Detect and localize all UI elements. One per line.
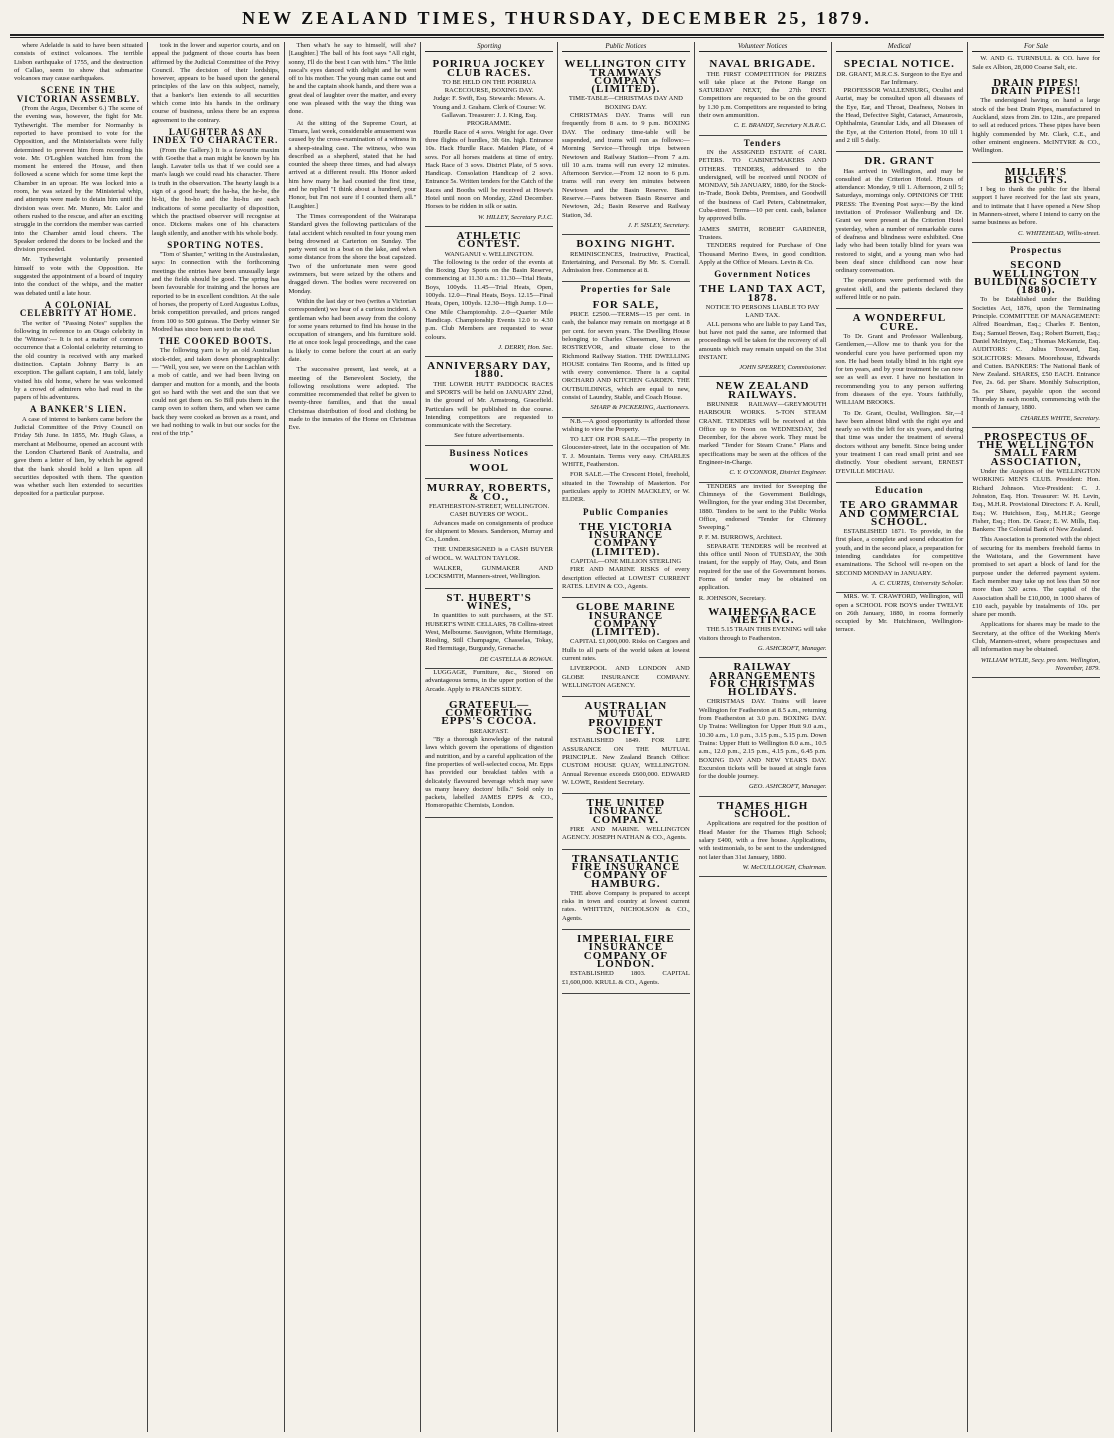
body-paragraph: SEPARATE TENDERS will be received at this office until Noon of TUESDAY, the 30th instant, for the supply of Hay, Oats, and Bran required for the use of the Government horses. Forms of tender may be obtained on application. xyxy=(698,542,827,592)
article-headline: SPORTING NOTES. xyxy=(167,239,264,250)
body-paragraph: N.B.—A good opportunity is afforded those wishing to view the Property. xyxy=(562,417,690,433)
column-5 xyxy=(557,42,694,1432)
body-paragraph: LUGGAGE, Furniture, &c., Stored on advantageous terms, in the upper portion of the Arcade. Apply to FRANCIS SIDEY. xyxy=(425,669,553,693)
ad-heading: FOR SALE, xyxy=(592,298,660,311)
centered-line: TO BE HELD ON THE PORIRUA RACECOURSE, BOXING DAY. xyxy=(442,78,537,95)
body-paragraph: To Dr. Grant, Oculist, Wellington. Sir,—I have been almost blind with the right eye and nearly so with the left for six years, and during that time was under the treatment of several doctors without any benefit. Since being under your treatment I can read small print and see distinctly. Your obedient servant, ERNEST D'EVILLE MICHAU. xyxy=(835,409,964,475)
ad-heading: DRAIN PIPES! DRAIN PIPES!! xyxy=(990,76,1082,98)
advertisement xyxy=(972,256,1100,428)
body-paragraph: Applications are required for the position of Head Master for the Thames High School; salary £400, with a free house. Applications, with testimonials, to be sent to the undersigned not later than 31st January, 1880. xyxy=(698,820,827,861)
ad-heading: PORIRUA JOCKEY CLUB RACES. xyxy=(432,58,546,79)
ad-heading: ATHLETIC CONTEST. xyxy=(456,229,522,251)
signature-line: WILLIAM WYLIE, Secy. pro tem. Wellington, November, 1879. xyxy=(980,656,1100,672)
advertisement xyxy=(562,794,690,849)
column-1 xyxy=(10,42,147,1432)
ad-heading: WELLINGTON CITY TRAMWAYS COMPANY (LIMITED). xyxy=(564,58,688,96)
article-headline: LAUGHTER AS AN INDEX TO CHARACTER. xyxy=(152,126,279,146)
signature-line: G. ASHCROFT, Manager. xyxy=(757,645,827,652)
centered-line: See future advertisements. xyxy=(454,432,524,440)
ad-heading: TE ARO GRAMMAR AND COMMERCIAL SCHOOL. xyxy=(839,499,960,528)
section-heading: Public Notices xyxy=(562,42,690,52)
section-heading: Sporting xyxy=(425,42,553,52)
column-6 xyxy=(694,42,831,1432)
body-paragraph: A case of interest to bankers came before the Judicial Committee of the Privy Council on Friday 5th June. In 1855, Mr. Hugh Glass, a merchant at Melbourne, opened an account with the London Chartered Bank of Australia, and gave them a letter of lien, by which he agreed that the bank should hold a lien upon all securities deposited with them. The question was whether such lien extended to securities deposited for a particular purpose. xyxy=(14,415,143,498)
masthead: NEW ZEALAND TIMES, THURSDAY, DECEMBER 25, 1879. xyxy=(242,8,872,28)
article-headline: Government Notices xyxy=(714,269,811,280)
article-headline: Tenders xyxy=(743,137,782,148)
body-paragraph: (From the Gallery.) It is a favourite maxim with Goethe that a man might be known by his laugh. Lavater tells us that if we could see a man's laugh we could read his character. There is truth in the observation. The hearty laugh is a sign of a good heart; the ha-ha, the he-he, the hi-hi, the ho-ho and the hu-hu are each indications of some peculiarity of disposition, which the practised observer will recognise at once. Dickens makes one of his characters laugh silently, and another with his whole body. xyxy=(151,146,280,237)
advertisement xyxy=(562,598,690,697)
advertisement xyxy=(836,55,964,152)
centered-line: NOTICE TO PERSONS LIABLE TO PAY LAND TAX. xyxy=(705,304,820,320)
section-heading: Medical xyxy=(836,42,964,52)
body-paragraph: Hurdle Race of 4 sovs. Weight for age. Over three flights of hurdles, 3ft 6in. high. Entrance 10s. Hack Hurdle Race. Maiden Plate, of 4 sovs. For all horses maidens at time of entry. Hack Race of 3 sovs. District Plate, of 5 sovs. Handicap. Consolation Handicap of 2 sovs. Entrance 5s. Written tenders for the Catch of the Races and Booths will be received at Howe's Hotel until noon on Monday, 22nd December. Horses to be ridden in silk or satin. xyxy=(425,128,553,211)
advertisement xyxy=(699,55,827,135)
ad-heading: WOOL xyxy=(469,462,509,475)
signature-line: C. WHITEHEAD, Willis-street. xyxy=(1018,229,1100,237)
body-paragraph: PRICE £2500.—TERMS—15 per cent. in cash, the balance may remain on mortgage at 8 per cent. for seven years. The Dwelling House belonging to Charles Cheeseman, known as ROSTREVOR, and situate close to the Richmond Railway Station. THE DWELLING HOUSE contains Ten Rooms, and is fitted up with every convenience. There is a capital ORCHARD AND KITCHEN GARDEN. THE OUTBUILDINGS, which are equal to new, consist of Laundry, Stable, and Coach House. xyxy=(562,311,690,401)
column-3 xyxy=(284,42,421,1432)
masthead-rule xyxy=(10,34,1104,36)
ad-heading: GRATEFUL—COMFORTING EPPS'S COCOA. xyxy=(441,698,537,728)
signature-line: J. DERRY, Hon. Sec. xyxy=(498,343,553,351)
article-headline: A BANKER'S LIEN. xyxy=(29,404,127,415)
column-2 xyxy=(147,42,284,1432)
signature-line: CHARLES WHITE, Secretary. xyxy=(1020,414,1100,422)
ad-heading: THE UNITED INSURANCE COMPANY. xyxy=(586,797,666,826)
signature-line: W. McCULLOUGH, Chairman. xyxy=(742,863,827,871)
column-7 xyxy=(831,42,968,1432)
ad-heading: AUSTRALIAN MUTUAL PROVIDENT SOCIETY. xyxy=(584,700,668,738)
signature-line: P. F. M. BURROWS, Architect. xyxy=(698,534,783,542)
signature-line: R. JOHNSON, Secretary. xyxy=(698,594,766,602)
article-headline: Business Notices xyxy=(449,447,529,458)
advertisement xyxy=(562,296,690,418)
body-paragraph: LIVERPOOL AND LONDON AND GLOBE INSURANCE COMPANY. WELLINGTON AGENCY. xyxy=(562,665,690,689)
body-paragraph: Then what's he say to himself, will she? [Laughter.] The ball of his foot says "All right, sonny, I'll do the best I can with him." The little rascal's eyes danced with delight and he went off to his mother. The young man came out and he and the captain shook hands, and there was a great deal of laughter over the matter, and every one was pleased with the way the thing was done. xyxy=(288,42,417,116)
body-paragraph: TO LET OR FOR SALE.—The property in Gloucester-street, late in the occupation of Mr. T. J. Mountain. Terms very easy. CHARLES WHITE, Featherston. xyxy=(562,436,690,469)
body-paragraph: The undersigned having on hand a large stock of the best Drain Pipes, manufactured in Auckland, sizes from 2in. to 12in., are prepared to sell at reduced prices. These pipes have been highly commended by Mr. Clark, C.E., and other eminent engineers. McINTYRE & CO., Wellington. xyxy=(972,97,1100,155)
ad-heading: A WONDERFUL CURE. xyxy=(852,312,947,333)
body-paragraph: The writer of "Passing Notes" supplies the following in reference to an Otago celebrity in the 'Witness':— It is not a matter of common occurrence that a Colonial celebrity returning to the old country is received with any marked distinction. Captain Johnny Barry is an exception. The gallant captain, I am told, lately visited his old home, where he was welcomed by a crowd of admirers who had read in the papers of his adventures. xyxy=(14,319,143,402)
ad-heading: WAIHENGA RACE MEETING. xyxy=(708,605,817,627)
advertisement xyxy=(972,163,1100,243)
body-paragraph: THE 5.15 TRAIN THIS EVENING will take visitors through to Featherston. xyxy=(698,626,827,642)
signature-line: W. HILLEY, Secretary P.J.C. xyxy=(478,213,553,221)
body-paragraph: where Adelaide is said to have been situated consists of extinct volcanoes. The terrible Lisbon earthquake of 1755, and the destruction of Callao, seem to show that submarine volcanoes may cause earthquakes. xyxy=(14,42,143,83)
advertisement xyxy=(699,797,827,877)
body-paragraph: (From the Argus, December 6.) The scene of the evening was, however, the fight for Mr. Tythewright. The member for Normanby is reported to have promised to vote for the Opposition, and the Ministerialists were fully determined to prevent him from recording his vote. Mr. O'Loghlen watched him from the moment he entered the House, and then followed a scene which for some time kept the Chamber in an uproar. He was locked into a room, he was seized by the Ministerial whip, and attempts were made to detain him until the division was over. Mr. Munro, Mr. Lalor and others rushed to the rescue, and after an exciting struggle in the corridors the member was carried into the Chamber amid loud cheers. The Speaker ordered the doors to be locked and the division proceeded. xyxy=(14,105,143,254)
advertisement xyxy=(425,55,553,227)
section-heading: For Sale xyxy=(972,42,1100,52)
advertisement xyxy=(562,697,690,794)
advertisement xyxy=(972,428,1100,678)
body-paragraph: To be Established under the Building Societies Act, 1876, upon the Terminating Principle. COMMITTEE OF MANAGEMENT: Alfred Boardman, Esq.; Charles F. Benton, Esq.; Samuel Brown, Esq.; Robert Burrett, Esq.; Daniel McIntyre, Esq.; Thomas McKenzie, Esq. AUDITORS: C. Julius Toxward, Esq. SOLICITORS: Messrs. Moorehouse, Edwards and Cutten. BANKERS: The National Bank of New Zealand. SHARES, £50 EACH. Entrance Fee, 2s. 6d. per Share. Monthly Subscription, 5s. per Share, payable upon the second Thursday in each month, commencing with the month of January, 1880. xyxy=(972,296,1100,412)
advertisement xyxy=(562,518,690,598)
body-paragraph: PROFESSOR WALLENBURG, Oculist and Aurist, may be consulted upon all diseases of the Eye, Ear, and Throat, Deafness, Noises in the Head, Defective Sight, Cataract, Amaurosis, Ophthalmia, Granular Lids, and all Diseases of the Eye, at the Criterion Hotel, from 10 till 1 and 2 till 5 daily. xyxy=(835,87,964,144)
advertisement xyxy=(425,589,553,669)
ad-heading: THE LAND TAX ACT, 1878. xyxy=(699,283,826,304)
centered-line: TIME-TABLE—CHRISTMAS DAY AND BOXING DAY. xyxy=(568,95,683,111)
masthead-rule-thin xyxy=(10,37,1104,38)
advertisement xyxy=(972,74,1100,163)
body-paragraph: To Dr. Grant and Professor Wallenburg. Gentlemen,—Allow me to thank you for the wonderful cure you have performed upon my son. He had been totally blind in his right eye for ten years, and by your treatment he can now see as well as ever. I have no hesitation in recommending you to any person suffering from diseases of the eye. Yours faithfully, WILLIAM BROOKS. xyxy=(835,332,964,407)
signature-line: JAMES SMITH, ROBERT GARDNER, Trustees. xyxy=(698,225,827,241)
body-paragraph: MRS. W. T. CRAWFORD, Wellington, will open a SCHOOL FOR BOYS under TWELVE on 26th January, 1880, in rooms formerly occupied by Mr. Hutchinson, Wellington-terrace. xyxy=(835,593,964,634)
body-paragraph: Within the last day or two (writes a Victorian correspondent) we hear of a curious incident. A gentleman who had been away from the colony for some years returned to find his house in the occupation of strangers, and his furniture sold. He at once took legal proceedings, and the case is likely to come before the court at an early date. xyxy=(288,297,417,363)
advertisement xyxy=(836,309,964,483)
ad-heading: RAILWAY ARRANGEMENTS FOR CHRISTMAS HOLIDAYS. xyxy=(709,661,816,699)
ad-heading: THE VICTORIA INSURANCE COMPANY (LIMITED). xyxy=(578,520,673,558)
ad-heading: ANNIVERSARY DAY, 1880. xyxy=(427,360,552,381)
centered-line: FEATHERSTON-STREET, WELLINGTON. CASH BUYERS OF WOOL. xyxy=(429,502,550,519)
signature-line: GEO. ASHCROFT, Manager. xyxy=(748,783,827,791)
body-paragraph: THE above Company is prepared to accept risks in town and country at lowest current rates. WHITTEN, NICHOLSON & CO., Agents. xyxy=(562,889,690,922)
body-paragraph: ESTABLISHED 1849. FOR LIFE ASSURANCE ON THE MUTUAL PRINCIPLE. New Zealand Branch Office: CUSTOM HOUSE QUAY, WELLINGTON. Annual Revenue exceeds £600,000. EDWARD W. LOWE, Resident Secretary. xyxy=(562,737,690,786)
ad-heading: PROSPECTUS OF THE WELLINGTON SMALL FARM ASSOCIATION, xyxy=(977,430,1095,468)
column-4 xyxy=(420,42,557,1432)
ad-heading: SECOND WELLINGTON BUILDING SOCIETY (1880). xyxy=(974,259,1099,297)
ad-heading: IMPERIAL FIRE INSURANCE COMPANY OF LONDON. xyxy=(577,933,675,970)
article-headline: Properties for Sale xyxy=(580,284,672,295)
body-paragraph: This Association is promoted with the object of securing for its members freehold farms in the Waitotara, and the Government have promised to set apart a block of land for the purpose under the deferred payment system. Each member may take up not less than 50 nor more than 320 acres. The capital of the Association shall be £10,000, in 1000 shares of £10 each, payable by instalments of 10s. per share per month. xyxy=(972,536,1100,619)
body-paragraph: Mr. Tythewright voluntarily presented himself to vote with the Opposition. He suggested the appointment of a board of inquiry into the conduct of the whips, and the matter was debated until a late hour. xyxy=(14,256,143,297)
signature-line: JOHN SPERREY, Commissioner. xyxy=(739,364,827,372)
advertisement xyxy=(699,603,827,658)
body-paragraph: THE LOWER HUTT PADDOCK RACES and SPORTS will be held on JANUARY 22nd, in the ground of Mr. Armstrong, Gracefield. Particulars will be published in due course. Intending competitors are requested to communicate with the Secretary. xyxy=(425,380,553,430)
signature-line: SHARP & PICKERING, Auctioneers. xyxy=(590,404,690,412)
advertisement xyxy=(699,280,827,377)
body-paragraph: FIRE AND MARINE. WELLINGTON AGENCY. JOSEPH NATHAN & CO., Agents. xyxy=(562,826,690,842)
section-heading: Volunteer Notices xyxy=(699,42,827,52)
advertisement xyxy=(562,55,690,235)
body-paragraph: Applications for shares may be made to the Secretary, at the office of the Working Men's Club, Manners-street, where prospectuses and all information may be obtained. xyxy=(972,621,1100,654)
body-paragraph: THE UNDERSIGNED is a CASH BUYER of WOOL. W. WALTON TAYLOR. xyxy=(425,546,553,562)
body-paragraph: ALL persons who are liable to pay Land Tax, but have not paid the same, are informed that proceedings will be taken for the recovery of all amounts which may remain unpaid on the 31st INSTANT. xyxy=(698,320,827,361)
body-paragraph: IN the ASSIGNED ESTATE of CARL PETERS. TO CABINETMAKERS AND OTHERS. TENDERS, addressed to the undersigned, will be received until NOON of MONDAY, 5th JANUARY, 1880, for the Stock-in-Trade, Book Debts, Premises, and Goodwill of the business of Carl Peters, Cabinetmaker, Cuba-street. Terms—10 per cent. cash, balance by approved bills. xyxy=(698,148,827,223)
centered-line: PROGRAMME. xyxy=(467,120,512,128)
advertisement xyxy=(699,377,827,482)
body-paragraph: CHRISTMAS DAY. Trains will leave Wellington for Featherston at 8.5 a.m., returning from Featherston at 3.0 p.m. BOXING DAY. Up Trains: Wellington for Upper Hutt 9.0 a.m., 10.30 a.m., 1.0 p.m., 3.15 p.m., 5.15 p.m. Down Trains: Upper Hutt to Wellington 8.0 a.m., 10.5 a.m., 12.0 p.m., 2.15 p.m., 4.15 p.m., 6.45 p.m. BOXING DAY AND NEW YEAR'S DAY. Excursion tickets will be issued at single fares for the double journey. xyxy=(698,698,827,781)
advertisement xyxy=(836,496,964,593)
body-paragraph: FIRE AND MARINE RISKS of every description effected at LOWEST CURRENT RATES. LEVIN & CO., Agents. xyxy=(562,566,690,590)
centered-line: WANGANUI v. WELLINGTON. xyxy=(444,250,534,258)
body-paragraph: The successive present, last week, at a meeting of the Benevolent Society, the following resolutions were adopted. The committee recommended that relief be given to twenty-three families, and that the usual Christmas distribution of food and clothing be made to the inmates of the Home on Christmas Eve. xyxy=(288,366,417,432)
ad-heading: DR. GRANT xyxy=(864,155,935,168)
body-paragraph: "By a thorough knowledge of the natural laws which govern the operations of digestion and nutrition, and by a careful application of the fine properties of well-selected cocoa, Mr. Epps has provided our breakfast tables with a delicately flavoured beverage which may save us many heavy doctors' bills." Sold only in packets, labelled JAMES EPPS & CO., Homœopathic Chemists, London. xyxy=(425,736,553,810)
advertisement xyxy=(562,930,690,994)
article-headline: Prospectus xyxy=(1010,244,1063,255)
article-headline: A COLONIAL CELEBRITY AT HOME. xyxy=(19,299,137,319)
body-paragraph: The Times correspondent of the Wairarapa Standard gives the following particulars of the fatal accident which resulted in four young men being drowned at Carterton on Sunday. The party went out in a boat on the lake, and when some distance from the shore the boat capsized. Two of the unfortunate men were good swimmers, but were seized by the others and dragged down. The bodies were recovered on Monday. xyxy=(288,212,417,295)
body-paragraph: The operations were performed with the greatest skill, and the patients declared they suffered little or no pain. xyxy=(835,277,964,302)
body-paragraph: REMINISCENCES, Instructive, Practical, Entertaining, and Personal. By Mr. S. Corrall. Admission free. Commence at 8. xyxy=(562,250,690,275)
body-paragraph: In quantities to suit purchasers, at the ST. HUBERT'S WINE CELLARS, 78 Collins-street West, Melbourne. Sauvignon, White Hermitage, Riesling, Still Champagne, Chasselas, Tokay, Red Hermitage, Burgundy, Grenache. xyxy=(425,612,553,653)
ad-heading: MILLER'S BISCUITS. xyxy=(1004,165,1068,186)
body-paragraph: CAPITAL £1,000,000. Risks on Cargoes and Hulls to all parts of the world taken at lowest current rates. xyxy=(562,638,690,662)
body-paragraph: TENDERS required for Purchase of One Thousand Merino Ewes, in good condition. Apply at the Office of Messrs. Levin & Co. xyxy=(698,242,827,266)
body-paragraph: "Tom o' Shanter," writing in the Australasian, says: In connection with the forthcoming meetings the entries have been unusually large and the fields should be good. The spring has been favourable for training and the horses are reported to be in excellent condition. At the sale of horses, the property of Lord Augustus Loftus, brisk competition prevailed, and prices ranged from 100 to 500 guineas. The Derby winner Sir Modred has since been sent to the stud. xyxy=(151,251,280,333)
body-paragraph: CHRISTMAS DAY. Trams will run frequently from 8 a.m. to 9 p.m. BOXING DAY. The ordinary time-table will be suspended, and trams will run as follows:— Morning Service—Through trips between Newtown and Railway Station—From 7 a.m. till 10 a.m. trams will run every 12 minutes. Afternoon Service.—From 12 noon to 6 p.m. trams will run every ten minutes between Newtown and the Basin Reserve. Basin Reserve.—Fares between Basin Reserve and Newtown, 2d.; Basin Reserve and Railway Station, 3d. xyxy=(562,112,690,219)
body-paragraph: Advances made on consignments of produce for shipment to Messrs. Sanderson, Murray and Co., London. xyxy=(425,519,553,544)
signature-line: DE CASTELLA & ROWAN. xyxy=(479,655,553,663)
article-headline: Public Companies xyxy=(582,506,669,517)
signature-line: J. F. SISLEY, Secretary. xyxy=(627,221,690,229)
advertisement xyxy=(562,850,690,930)
body-paragraph: I beg to thank the public for the liberal support I have received for the last six years, and to intimate that I have opened a New Shop in Manners-street, where I intend to carry on the same business as before. xyxy=(972,186,1100,227)
body-paragraph: took in the lower and superior courts, and on appeal the judgment of those courts has been affirmed by the Judicial Committee of the Privy Council. The decision of their lordships, however, appears to be based upon the general principles of the law on this subject, namely, that a banker's lien extends to all securities which come into his hands in the ordinary course of business, unless there be an express agreement to the contrary. xyxy=(151,42,280,124)
advertisement xyxy=(562,235,690,282)
ad-heading: NAVAL BRIGADE. xyxy=(709,58,816,71)
signature-line: C. Y. O'CONNOR, District Engineer. xyxy=(729,469,827,477)
body-paragraph: Under the Auspices of the WELLINGTON WORKING MEN'S CLUB. President: Hon. Richard Johnson. Vice-President: C. J. Johnston, Esq. Hon. Treasurer: W. H. Levin, Esq., M.H.R. Provisional Directors: F. A. Krull, Esq.; W. Hutchison, Esq., M.H.R.; George Fisher, Esq.; Hon. Dr. Grace; E. W. Mills, Esq. Bankers: The Colonial Bank of New Zealand. xyxy=(972,468,1100,534)
advertisement xyxy=(425,459,553,479)
article-headline: SCENE IN THE VICTORIAN ASSEMBLY. xyxy=(16,85,140,104)
body-paragraph: Has arrived in Wellington, and may be consulted at the Criterion Hotel. Hours of attendance: Monday, 9 till 1. Afternoon, 2 till 5; Saturdays, mornings only. OPINIONS OF THE PRESS: The Evening Post says:—By the kind invitation of Professor Wallenburg and Dr. Grant we were present at the Criterion Hotel yesterday, when a number of remarkable cures of deafness and blindness were exhibited. One lady who had been totally blind for years was restored to sight, and a young man who had been deaf since childhood can now hear ordinary conversation. xyxy=(835,167,964,275)
signature-line: A. C. CURTIS, University Scholar. xyxy=(872,579,964,587)
ad-heading: BOXING NIGHT. xyxy=(576,238,676,251)
article-headline: THE COOKED BOOTS. xyxy=(158,336,273,347)
ad-heading: GLOBE MARINE INSURANCE COMPANY (LIMITED). xyxy=(576,601,676,639)
ad-heading: SPECIAL NOTICE. xyxy=(843,58,955,71)
body-paragraph: TENDERS are invited for Sweeping the Chimneys of the Government Buildings, Wellington, for the year ending 31st December, 1880. Tenders to be sent to the Public Works Office, endorsed "Tender for Chimney Sweeping." xyxy=(698,482,827,532)
advertisement xyxy=(836,152,964,309)
body-paragraph: FOR SALE.—The Crescent Hotel, freehold, situated in the Township of Masterton. For particulars apply to JOHN MACKLEY, or W. ELDER. xyxy=(562,471,690,504)
body-paragraph: WALKER, GUNMAKER AND LOCKSMITH, Manners-street, Wellington. xyxy=(425,565,553,581)
column-8 xyxy=(967,42,1104,1432)
advertisement xyxy=(699,658,827,796)
body-paragraph: ESTABLISHED 1803. CAPITAL £1,600,000. KRULL & CO., Agents. xyxy=(562,970,690,986)
ad-heading: THAMES HIGH SCHOOL. xyxy=(716,799,809,821)
signature-line: C. E. BRANDT, Secretary N.B.R.C. xyxy=(733,122,827,130)
body-paragraph: BRUNNER RAILWAY—GREYMOUTH HARBOUR WORKS. 5-TON STEAM CRANE. TENDERS will be received at this Office up to Noon on WEDNESDAY, 3rd December, for the above work. They must be marked "Tender for Steam Crane." Plans and specifications may be seen at the offices of the Engineer-in-Charge. xyxy=(698,400,827,467)
advertisement xyxy=(425,479,553,588)
ad-heading: MURRAY, ROBERTS, & CO., xyxy=(426,482,552,503)
ad-heading: ST. HUBERT'S WINES, xyxy=(446,591,532,612)
centered-line: CAPITAL—ONE MILLION STERLING xyxy=(570,558,682,566)
ad-heading: NEW ZEALAND RAILWAYS. xyxy=(715,380,810,401)
columns-container xyxy=(10,42,1104,1432)
ad-heading: TRANSATLANTIC FIRE INSURANCE COMPANY OF HAMBURG. xyxy=(571,852,681,890)
body-paragraph: THE FIRST COMPETITION for PRIZES will take place at the Petone Range on SATURDAY NEXT, the 27th INST. Competitors are requested to be on the ground by 1.30 p.m. Competitors are requested to bring their own ammunition. xyxy=(698,70,827,120)
advertisement xyxy=(425,696,553,818)
advertisement xyxy=(425,227,553,357)
centered-line: Judge: F. Swift, Esq. Stewards: Messrs. A. Young and J. Graham. Clerk of Course: W. Gallavan. Treasurer: J. J. King, Esq. xyxy=(432,95,546,120)
body-paragraph: The following is the order of the events at the Boxing Day Sports on the Basin Reserve, commencing at 11.30 a.m.: 11.30—Trial Heats, Boys, 100yds. 11.45—Trial Heats, Open, 100yds. 12.0—Final Heats, Boys. 12.15—Final Heats, Open, 100yds. 12.30—High Jump. 1.0—One Mile Championship. 2.0—Quarter Mile Handicap. Championship Events 12.0 to 4.30 p.m. Club Members are requested to wear colours. xyxy=(425,258,553,341)
centered-line: DR. GRANT, M.R.C.S. Surgeon to the Eye and Ear Infirmary. xyxy=(836,70,963,86)
advertisement xyxy=(425,357,553,446)
body-paragraph: ESTABLISHED 1871. To provide, in the first place, a complete and sound education for youth, and in the second place, a preparation for intending candidates for competitive examinations. The School will re-open on the SECOND MONDAY in JANUARY. xyxy=(835,528,964,577)
body-paragraph: At the sitting of the Supreme Court, at Timaru, last week, considerable amusement was caused by the cross-examination of a witness in a sheep-stealing case. The witness, who was described as a shepherd, stated that he had counted the sheep three times, and had always arrived at a different result. His Honor asked him how many he had counted the first time, and he replied "I think about a hundred, your Honor, but I'm not sure if I counted them all." [Laughter.] xyxy=(288,119,417,210)
centered-line: BREAKFAST. xyxy=(469,727,509,735)
body-paragraph: W. AND G. TURNBULL & CO. have for Sale ex Albion, 28,000 Coarse Salt, etc. xyxy=(972,55,1100,71)
article-headline: Education xyxy=(875,484,924,495)
body-paragraph: The following yarn is by an old Australian stock-rider, and taken down phonographically:— "Well, you see, we were on the Lachlan with a mob of cattle, and we had been living on damper and mutton for a month, and the boots got so hard with the wet and the sun that we could not get them on. So Bill puts them in the camp oven to soften them, and when we came back they were cooked as brown as a roast, and we had nothing to walk in but our socks for the rest of the trip." xyxy=(151,347,280,438)
